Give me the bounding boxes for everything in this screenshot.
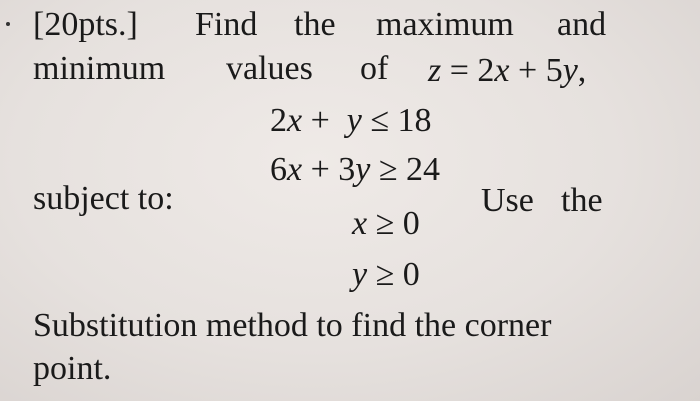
instruction-line-2: point. bbox=[33, 350, 112, 387]
constraint-4: y ≥ 0 bbox=[352, 256, 420, 293]
objective-eq: = 2 bbox=[441, 52, 495, 89]
subject-to-label: subject to: bbox=[33, 180, 174, 217]
word-the-2: the bbox=[561, 182, 603, 219]
var-x: x bbox=[494, 52, 510, 89]
constraint-1: 2x + y ≤ 18 bbox=[270, 102, 432, 139]
constraint-3: x ≥ 0 bbox=[352, 205, 420, 242]
word-find: Find bbox=[195, 6, 258, 43]
var-y: y bbox=[562, 52, 578, 89]
constraint-2: 6x + 3y ≥ 24 bbox=[270, 151, 441, 188]
word-use: Use bbox=[481, 182, 534, 219]
points-label: [20pts.] bbox=[33, 6, 138, 43]
word-minimum: minimum bbox=[33, 50, 166, 87]
word-and: and bbox=[557, 6, 607, 43]
objective-plus5: + 5 bbox=[509, 52, 563, 89]
bullet-mark bbox=[6, 22, 10, 26]
var-z: z bbox=[428, 52, 442, 89]
word-of: of bbox=[360, 50, 389, 87]
objective-function bbox=[428, 54, 586, 88]
word-maximum: maximum bbox=[376, 6, 514, 43]
instruction-line: Substitution method to find the corner bbox=[33, 307, 552, 344]
word-the: the bbox=[294, 6, 336, 43]
objective-comma: , bbox=[577, 52, 587, 89]
word-values: values bbox=[226, 50, 313, 87]
